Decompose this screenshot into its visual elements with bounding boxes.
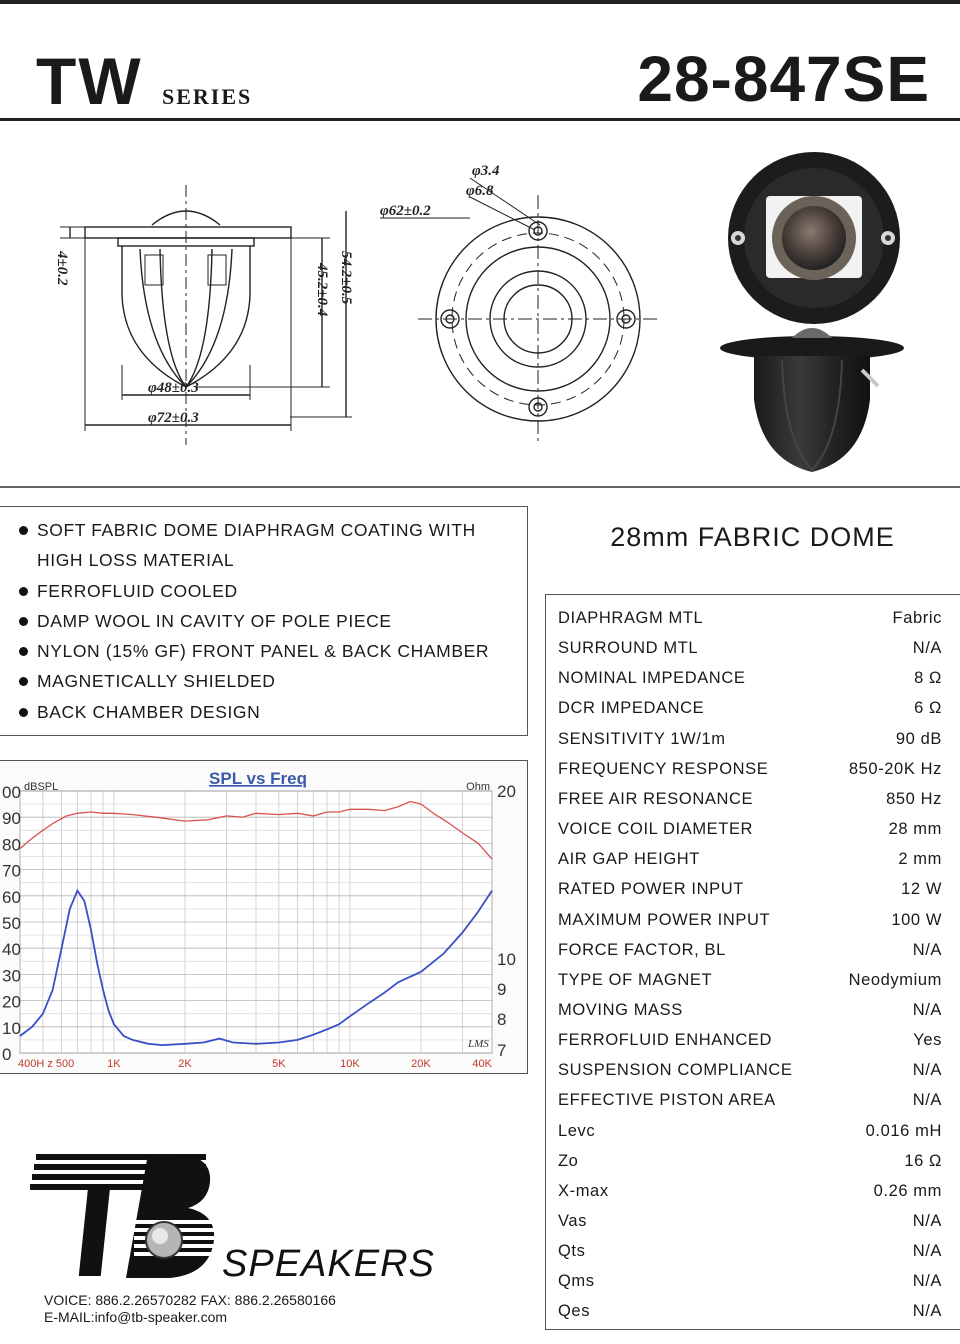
spec-value: 16 Ω <box>904 1151 942 1170</box>
y-right-tick-label: 8 <box>497 1010 507 1029</box>
spec-row <box>558 876 942 906</box>
y-tick-label: 20 <box>2 992 21 1012</box>
spec-label: EFFECTIVE PISTON AREA <box>558 1091 776 1110</box>
spec-label: Vas <box>558 1212 588 1230</box>
spec-value: 90 dB <box>895 729 942 748</box>
y-tick-label: 40 <box>2 940 21 960</box>
y-tick-label: 70 <box>2 861 21 881</box>
dim-body-dia: φ48±0.3 <box>148 380 199 396</box>
x-tick-label: 5K <box>272 1058 286 1070</box>
spec-label: Qts <box>558 1242 586 1261</box>
spec-label: AIR GAP HEIGHT <box>558 850 700 869</box>
y-right-tick-label: 9 <box>497 980 507 999</box>
y-tick-label: 80 <box>2 835 21 855</box>
drawing-rule <box>0 486 960 488</box>
spec-value: N/A <box>912 940 942 959</box>
y-tick-label: 60 <box>2 887 21 907</box>
spec-value: N/A <box>912 1272 942 1291</box>
spec-label: MOVING MASS <box>558 1000 683 1019</box>
spec-row <box>558 1087 942 1117</box>
spec-value: N/A <box>912 1212 942 1230</box>
spec-label: FREQUENCY RESPONSE <box>558 759 769 778</box>
spec-table <box>545 594 960 1330</box>
spec-label: Levc <box>558 1121 596 1140</box>
spec-row <box>558 1298 942 1328</box>
spec-row <box>558 695 942 725</box>
dim-pitch: φ62±0.2 <box>380 203 431 219</box>
dim-body-height: 45.2±0.4 <box>314 263 330 317</box>
spec-value: 0.016 mH <box>865 1121 942 1140</box>
spec-value: 12 W <box>901 880 942 899</box>
spec-label: SURROUND MTL <box>558 639 699 658</box>
spec-row <box>558 1057 942 1087</box>
spec-value: 8 Ω <box>914 669 942 688</box>
y-tick-label: 0 <box>2 1045 12 1064</box>
spec-row <box>558 1027 942 1057</box>
spl-chart-frame <box>0 760 528 1074</box>
spec-row <box>558 1178 942 1208</box>
spl-chart <box>0 761 526 1072</box>
spec-row <box>558 786 942 816</box>
y-axis-label: dBSPL <box>24 781 59 793</box>
spec-row <box>558 756 942 786</box>
contact-phone: VOICE: 886.2.26570282 FAX: 886.2.26580166 <box>44 1292 336 1308</box>
spec-row <box>558 907 942 937</box>
contact-email[interactable]: E-MAIL:info@tb-speaker.com <box>44 1309 228 1325</box>
spec-label: TYPE OF MAGNET <box>558 970 713 989</box>
spec-value: 850-20K Hz <box>848 759 942 778</box>
x-tick-label: 400H z 500 <box>18 1058 75 1070</box>
spec-value: N/A <box>912 1000 942 1019</box>
spec-value: 850 Hz <box>886 789 942 808</box>
x-tick-label: 2K <box>178 1058 192 1070</box>
spec-label: RATED POWER INPUT <box>558 880 744 899</box>
spec-row <box>558 997 942 1027</box>
feature-item: DAMP WOOL IN CAVITY OF POLE PIECE <box>16 606 527 636</box>
model-number: 28-847SE <box>637 43 930 115</box>
spec-row <box>558 1208 942 1238</box>
spec-value: N/A <box>912 639 942 658</box>
spec-row <box>558 967 942 997</box>
product-photo <box>712 150 927 480</box>
feature-list <box>0 507 527 727</box>
spec-value: N/A <box>912 1242 942 1261</box>
x-tick-label: 40K <box>472 1058 492 1070</box>
spec-row <box>558 1118 942 1148</box>
spec-label: FREE AIR RESONANCE <box>558 789 754 808</box>
technical-drawing <box>0 125 700 480</box>
spec-value: 0.26 mm <box>873 1181 942 1200</box>
y-right-axis-label: Ohm <box>466 781 490 793</box>
spec-row <box>558 605 942 635</box>
spec-label: FORCE FACTOR, BL <box>558 940 726 959</box>
feature-item: FERROFLUID COOLED <box>16 576 527 606</box>
spec-value: Neodymium <box>848 970 942 989</box>
spec-value: N/A <box>912 1091 942 1110</box>
series-word: SERIES <box>162 84 253 109</box>
chart-title: SPL vs Freq <box>209 769 307 788</box>
spec-value: Yes <box>913 1031 942 1050</box>
dim-total-height: 54.2±0.5 <box>338 251 354 305</box>
dim-hole: φ3.4 <box>472 163 500 179</box>
y-tick-label: 90 <box>2 809 21 829</box>
y-tick-label: 10 <box>2 1018 21 1038</box>
spec-row <box>558 726 942 756</box>
spec-label: VOICE COIL DIAMETER <box>558 820 754 839</box>
spec-label: Qes <box>558 1302 591 1321</box>
spec-label: DIAPHRAGM MTL <box>558 609 704 627</box>
spec-value: Fabric <box>892 609 942 627</box>
spec-row <box>558 665 942 695</box>
spec-value: 6 Ω <box>914 699 942 718</box>
dim-hole-outer: φ6.8 <box>466 183 494 199</box>
spec-value: N/A <box>912 1302 942 1321</box>
spec-value: N/A <box>912 1061 942 1080</box>
feature-item: NYLON (15% GF) FRONT PANEL & BACK CHAMBER <box>16 636 527 666</box>
x-tick-label: 20K <box>411 1058 431 1070</box>
spec-label: FERROFLUID ENHANCED <box>558 1031 773 1050</box>
y-right-tick-label: 7 <box>497 1041 507 1060</box>
spec-value: 28 mm <box>888 820 942 839</box>
dim-flange: 4±0.2 <box>54 251 70 286</box>
spec-row <box>558 937 942 967</box>
spec-label: SENSITIVITY 1W/1m <box>558 729 726 748</box>
tb-logo <box>30 1150 435 1290</box>
header-rule <box>0 118 960 121</box>
spec-value: 2 mm <box>898 850 942 869</box>
y-tick-label: 30 <box>2 966 21 986</box>
y-right-tick-label: 10 <box>497 950 516 969</box>
y-tick-label: 50 <box>2 914 21 933</box>
top-rule <box>0 0 960 4</box>
feature-item: MAGNETICALLY SHIELDED <box>16 666 527 696</box>
feature-item: SOFT FABRIC DOME DIAPHRAGM COATING WITH HIGH LOSS MATERIAL <box>16 515 527 576</box>
product-title: 28mm FABRIC DOME <box>610 522 895 552</box>
spec-row <box>558 846 942 876</box>
logo-speakers: SPEAKERS <box>222 1243 435 1285</box>
y-tick-label: 00 <box>2 783 21 802</box>
spec-label: MAXIMUM POWER INPUT <box>558 910 771 929</box>
dim-flange-dia: φ72±0.3 <box>148 410 199 426</box>
features-box <box>0 506 528 736</box>
x-tick-label: 1K <box>107 1058 121 1070</box>
y-right-tick-label: 20 <box>497 782 516 801</box>
spec-label: Qms <box>558 1272 595 1291</box>
spec-label: SUSPENSION COMPLIANCE <box>558 1061 793 1080</box>
chart-watermark: LMS <box>468 1038 489 1050</box>
spec-row <box>558 635 942 665</box>
spec-label: X-max <box>558 1181 609 1200</box>
spec-label: NOMINAL IMPEDANCE <box>558 669 746 688</box>
x-tick-label: 10K <box>340 1058 360 1070</box>
spec-row <box>558 1238 942 1268</box>
spec-row <box>558 816 942 846</box>
series-mark: TW <box>36 44 143 118</box>
spec-label: DCR IMPEDANCE <box>558 699 705 718</box>
spec-value: 100 W <box>891 910 942 929</box>
spec-label: Zo <box>558 1151 579 1170</box>
feature-item: BACK CHAMBER DESIGN <box>16 697 527 727</box>
spec-row <box>558 1268 942 1298</box>
spec-row <box>558 1148 942 1178</box>
